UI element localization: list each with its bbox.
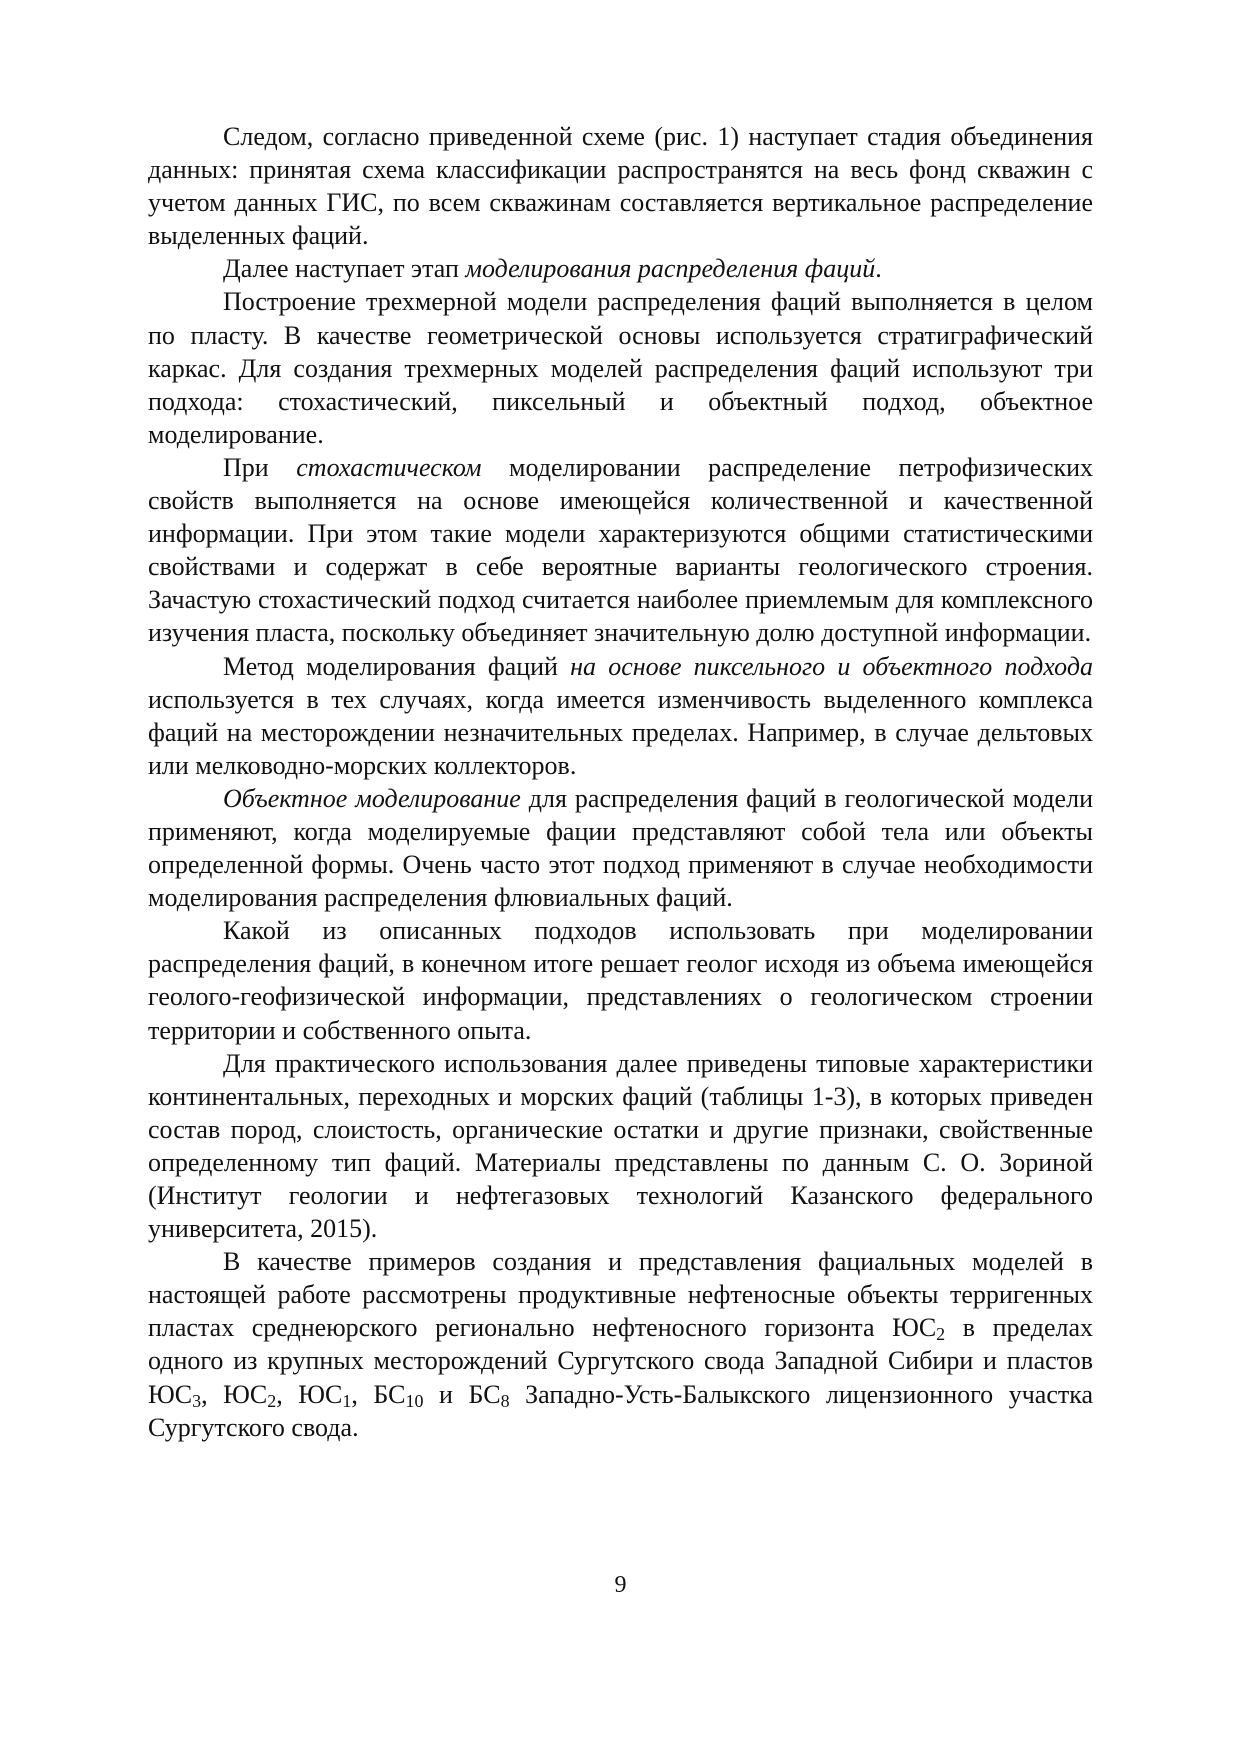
subscript-index: 2 bbox=[936, 1324, 946, 1345]
text-run: . bbox=[875, 254, 882, 284]
paragraph bbox=[148, 285, 1093, 450]
paragraph bbox=[148, 914, 1093, 1046]
text-run: В качестве примеров создания и представления фациальных моделей в настоящей работе рассмотрены продуктивные нефтеносные объекты терригенных пластах среднеюрского регионально нефтеносного горизонта ЮС bbox=[148, 1247, 1093, 1343]
text-block bbox=[148, 120, 1093, 1444]
text-run: в пределах одного из крупных месторождений Сургутского свода Западной Сибири и пластов ЮС bbox=[148, 1313, 1094, 1409]
text-run: Следом, согласно приведенной схеме (рис. 1) наступает стадия объединения данных: принятая схема классификации распространятся на весь фонд скважин с учетом данных ГИС, по всем скважинам составляется вертикальное распределение выделенных фаций. bbox=[148, 122, 1093, 251]
subscript-index: 3 bbox=[192, 1390, 202, 1411]
italic-text: моделирования распределения фаций bbox=[465, 254, 876, 284]
paragraph bbox=[148, 451, 1093, 650]
text-run: и БС bbox=[423, 1379, 501, 1409]
text-run: Построение трехмерной модели распределения фаций выполняется в целом по пласту. В качестве геометрической основы используется стратиграфический каркас. Для создания трехмерных моделей распределения фаций используют три подхода: стохастический, пиксельный и объектный подход, объектное моделирование. bbox=[148, 287, 1093, 449]
text-run: используется в тех случаях, когда имеется изменчивость выделенного комплекса фаций на месторождении незначительных пределах. Например, в случае дельтовых или мелководно-морских коллекторов. bbox=[148, 684, 1093, 780]
paragraph bbox=[148, 1047, 1093, 1246]
italic-text: Объектное моделирование bbox=[223, 783, 521, 813]
text-run: Какой из описанных подходов использовать при моделировании распределения фаций, в конечном итоге решает геолог исходя из объема имеющейся геолого-геофизической информации, представлениях о геологическом строении территории и собственного опыта. bbox=[148, 916, 1093, 1045]
paragraph bbox=[148, 252, 1093, 285]
text-run: , ЮС bbox=[201, 1379, 268, 1409]
subscript-index: 1 bbox=[342, 1390, 352, 1411]
italic-text: на основе пиксельного и объектного подхода bbox=[570, 651, 1093, 681]
paragraph bbox=[148, 782, 1093, 914]
text-run: Для практического использования далее приведены типовые характеристики континентальных, переходных и морских фаций (таблицы 1-3), в которых приведен состав пород, слоистость, органические остатки и другие признаки, свойственные определенному тип фаций. Материалы представлены по данным С. О. Зориной (Институт геологии и нефтегазовых технологий Казанского федерального университета, 2015). bbox=[148, 1048, 1093, 1244]
text-run: При bbox=[223, 452, 297, 482]
text-run: Далее наступает этап bbox=[223, 254, 466, 284]
subscript-index: 10 bbox=[405, 1390, 424, 1411]
text-run: моделировании распределение петрофизических свойств выполняется на основе имеющейся количественной и качественной информации. При этом такие модели характеризуются общими статистическими свойствами и содержат в себе вероятные варианты геологического строения. Зачастую стохастический подход считается наиболее приемлемым для комплексного изучения пласта, поскольку объединяет значительную долю доступной информации. bbox=[148, 452, 1093, 648]
paragraph bbox=[148, 650, 1093, 782]
paragraph bbox=[148, 120, 1093, 252]
text-run: Западно-Усть-Балыкского лицензионного участка Сургутского свода. bbox=[148, 1379, 1093, 1442]
text-run: , БС bbox=[351, 1379, 406, 1409]
italic-text: стохастическом bbox=[296, 452, 482, 482]
text-run: Метод моделирования фаций bbox=[223, 651, 571, 681]
subscript-index: 2 bbox=[267, 1390, 277, 1411]
text-run: для распределения фаций в геологической модели применяют, когда моделируемые фации представляют собой тела или объекты определенной формы. Очень часто этот подход применяют в случае необходимости моделирования распределения флювиальных фаций. bbox=[148, 783, 1093, 913]
paragraph bbox=[148, 1245, 1093, 1444]
subscript-index: 8 bbox=[500, 1390, 510, 1411]
text-run: , ЮС bbox=[276, 1379, 343, 1409]
page-body bbox=[148, 120, 1093, 1444]
page-number: 9 bbox=[614, 1572, 627, 1598]
